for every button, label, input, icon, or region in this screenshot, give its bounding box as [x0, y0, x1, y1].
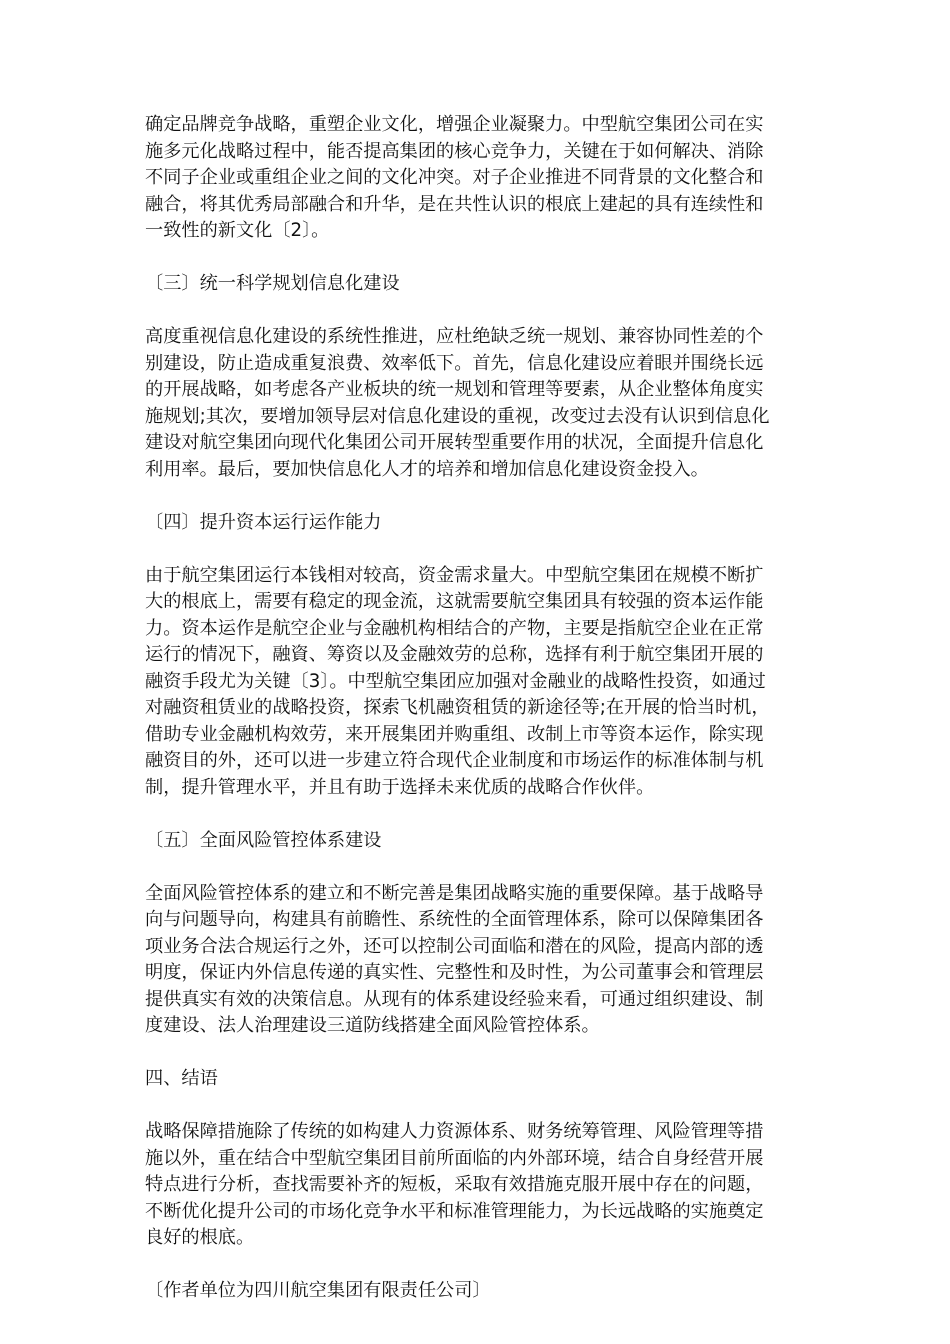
text-line: 利用率。最后，要加快信息化人才的培养和增加信息化建设资金投入。: [145, 458, 709, 480]
paragraph-informatization: [145, 324, 805, 483]
text-line: 由于航空集团运行本钱相对较高，资金需求量大。中型航空集团在规模不断扩: [145, 564, 764, 586]
text-line: 力。资本运作是航空企业与金融机构相结合的产物，主要是指航空企业在正常: [145, 617, 764, 639]
text-line: 度建设、法人治理建设三道防线搭建全面风险管控体系。: [145, 1015, 600, 1036]
text-line: 大的根底上，需要有稳定的现金流，这就需要航空集团具有较强的资本运作能: [145, 591, 764, 612]
section-heading-5: 〔五〕全面风险管控体系建设: [145, 829, 382, 851]
text-line: 良好的根底。: [145, 1227, 255, 1248]
document-page: [145, 112, 805, 1305]
text-line: 向与问题导向，构建具有前瞻性、系统性的全面管理体系，除可以保障集团各: [145, 909, 764, 930]
text-line: 借助专业金融机构效劳，来开展集团并购重组、改制上市等资本运作，除实现: [145, 723, 764, 745]
paragraph-capital: [145, 563, 805, 802]
text-line: 全面风险管控体系的建立和不断完善是集团战略实施的重要保障。基于战略导: [145, 882, 764, 904]
text-line: 战略保障措施除了传统的如构建人力资源体系、财务统筹管理、风险管理等措: [145, 1121, 764, 1142]
text-line: 不断优化提升公司的市场化竞争水平和标准管理能力，为长远战略的实施奠定: [145, 1200, 764, 1222]
text-line: 融合，将其优秀局部融合和升华，是在共性认识的根底上建起的具有连续性和: [145, 193, 764, 215]
section-heading-conclusion: 四、结语: [145, 1068, 218, 1089]
paragraph-risk-control: [145, 881, 805, 1040]
section-heading-4: 〔四〕提升资本运行运作能力: [145, 511, 382, 533]
text-line: 施多元化战略过程中，能否提高集团的核心竞争力，关键在于如何解决、消除: [145, 140, 764, 162]
text-line: 项业务合法合规运行之外，还可以控制公司面临和潜在的风险，提高内部的透: [145, 935, 764, 957]
author-affiliation: 〔作者单位为四川航空集团有限责任公司〕: [145, 1280, 491, 1301]
text-line: 提供真实有效的决策信息。从现有的体系建设经验来看，可通过组织建设、制: [145, 988, 764, 1010]
text-line: 确定品牌竞争战略，重塑企业文化，增强企业凝聚力。中型航空集团公司在实: [145, 114, 764, 135]
text-line: 一致性的新文化〔2〕。: [145, 220, 330, 241]
section-heading-3: 〔三〕统一科学规划信息化建设: [145, 273, 400, 294]
text-line: 对融资租赁业的战略投资，探索飞机融资租赁的新途径等;在开展的恰当时机，: [145, 697, 770, 718]
text-line: 融资手段尤为关键〔3〕。中型航空集团应加强对金融业的战略性投资，如通过: [145, 670, 766, 692]
text-line: 高度重视信息化建设的系统性推进，应杜绝缺乏统一规划、兼容协同性差的个: [145, 326, 764, 347]
text-line: 施以外，重在结合中型航空集团目前所面临的内外部环境，结合自身经营开展: [145, 1147, 764, 1169]
text-line: 明度，保证内外信息传递的真实性、完整性和及时性，为公司董事会和管理层: [145, 962, 764, 983]
text-line: 施规划;其次，要增加领导层对信息化建设的重视，改变过去没有认识到信息化: [145, 405, 770, 427]
paragraph-culture: [145, 112, 805, 245]
text-line: 制，提升管理水平，并且有助于选择未来优质的战略合作伙伴。: [145, 776, 655, 798]
text-line: 融资目的外，还可以进一步建立符合现代企业制度和市场运作的标准体制与机: [145, 750, 764, 771]
text-line: 特点进行分析，查找需要补齐的短板，采取有效措施克服开展中存在的问题，: [145, 1174, 764, 1195]
text-line: 不同子企业或重组企业之间的文化冲突。对子企业推进不同背景的文化整合和: [145, 167, 764, 188]
text-line: 运行的情况下，融資、筹资以及金融效劳的总称，选择有利于航空集团开展的: [145, 644, 764, 665]
text-line: 别建设，防止造成重复浪费、效率低下。首先，信息化建设应着眼并围绕长远: [145, 352, 764, 374]
paragraph-conclusion: [145, 1119, 805, 1252]
text-line: 的开展战略，如考虑各产业板块的统一规划和管理等要素，从企业整体角度实: [145, 379, 764, 400]
text-line: 建设对航空集团向现代化集团公司开展转型重要作用的状况，全面提升信息化: [145, 432, 764, 453]
